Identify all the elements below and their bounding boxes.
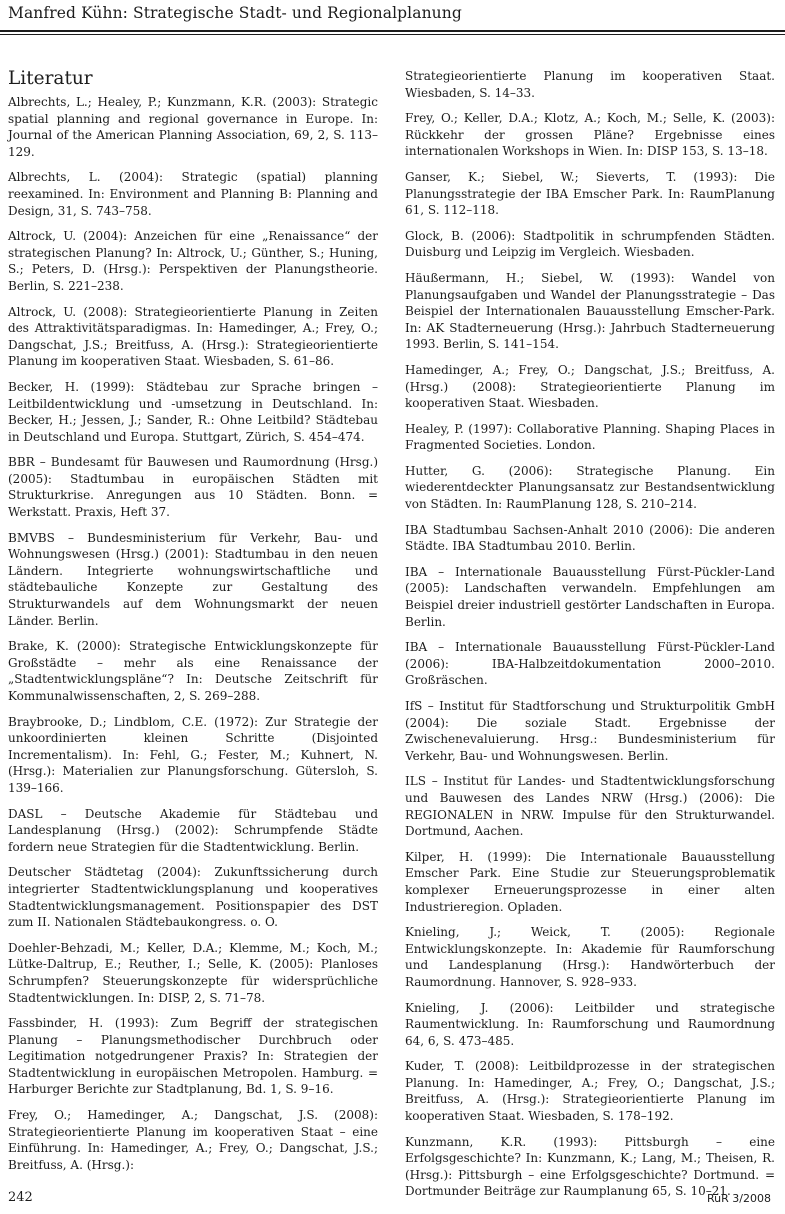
reference-entry: Knieling, J.; Weick, T. (2005): Regionale Entwicklungskonzepte. In: Akademie für Raumforschung und Landesplanung (Hrsg.): Handwörterbuch der Raumordnung. Hannover, S. 928–933. [405, 925, 775, 989]
reference-entry: Glock, B. (2006): Stadtpolitik in schrumpfenden Städten. Duisburg und Leipzig im Vergleich. Wiesbaden. [405, 228, 775, 260]
reference-entry: Brake, K. (2000): Strategische Entwicklungskonzepte für Großstädte – mehr als eine Renaissance der „Stadtentwicklungspläne“? In: Deutsche Zeitschrift für Kommunalwissenschaften, 2, S. 269–288. [8, 639, 378, 703]
reference-entry: Altrock, U. (2004): Anzeichen für eine „Renaissance“ der strategischen Planung? In: Altrock, U.; Günther, S.; Huning, S.; Peters, D. (Hrsg.): Perspektiven der Planungstheorie. Berlin, S. 221–238. [8, 229, 378, 293]
reference-entry: IBA – Internationale Bauausstellung Fürst-Pückler-Land (2005): Landschaften verwandeln. Empfehlungen am Beispiel dreier industriell gestörter Landschaften in Europa. Berlin. [405, 564, 775, 629]
reference-entry: Deutscher Städtetag (2004): Zukunftssicherung durch integrierter Stadtentwicklungsplanung und kooperatives Stadtentwicklungsmanagement. Positionspapier des DST zum II. Nationalen Städtebaukongress. o. O. [8, 865, 378, 930]
reference-entry: Braybrooke, D.; Lindblom, C.E. (1972): Zur Strategie der unkoordinierten kleinen Schritte (Disjointed Incrementalism). In: Fehl, G.; Fester, M.; Kuhnert, N. (Hrsg.): Materialien zur Planungsforschung. Gütersloh, S. 139–166. [8, 714, 378, 795]
section-title: Literatur [8, 68, 93, 89]
page-number: 242 [8, 1190, 33, 1205]
reference-entry: Knieling, J. (2006): Leitbilder und strategische Raumentwicklung. In: Raumforschung und Raumordnung 64, 6, S. 473–485. [405, 1000, 775, 1048]
reference-entry: Kunzmann, K.R. (1993): Pittsburgh – eine Erfolgsgeschichte? In: Kunzmann, K.; Lang, M.; Theisen, R. (Hrsg.): Pittsburgh – eine Erfolgsgeschichte? Dortmund. = Dortmunder Beiträge zur Raumplanung 65, S. 10–21. [405, 1134, 775, 1199]
reference-entry: Albrechts, L.; Healey, P.; Kunzmann, K.R. (2003): Strategic spatial planning and regional governance in Europe. In: Journal of the American Planning Association, 69, 2, S. 113–129. [8, 95, 378, 159]
reference-entry: Altrock, U. (2008): Strategieorientierte Planung in Zeiten des Attraktivitätsparadigmas. In: Hamedinger, A.; Frey, O.; Dangschat, J.S.; Breitfuss, A. (Hrsg.): Strategieorientierte Planung im kooperativen Staat. Wiesbaden, S. 61–86. [8, 304, 378, 369]
reference-entry: Becker, H. (1999): Städtebau zur Sprache bringen – Leitbildentwicklung und -umsetzung in Deutschland. In: Becker, H.; Jessen, J.; Sander, R.: Ohne Leitbild? Städtebau in Deutschland und Europa. Stuttgart, Zürich, S. 454–474. [8, 379, 378, 444]
reference-entry: Frey, O.; Hamedinger, A.; Dangschat, J.S. (2008): Strategieorientierte Planung im kooperativen Staat – eine Einführung. In: Hamedinger, A.; Frey, O.; Dangschat, J.S.; Breitfuss, A. (Hrsg.): [8, 1108, 378, 1172]
reference-entry: IfS – Institut für Stadtforschung und Strukturpolitik GmbH (2004): Die soziale Stadt. Ergebnisse der Zwischenevaluierung. Hrsg.: Bundesministerium für Verkehr, Bau- und Wohnungswesen. Berlin. [405, 699, 775, 763]
journal-issue: RuR 3/2008 [707, 1192, 771, 1205]
reference-entry: DASL – Deutsche Akademie für Städtebau und Landesplanung (Hrsg.) (2002): Schrumpfende Städte fordern neue Strategien für die Stadtentwicklung. Berlin. [8, 806, 378, 854]
reference-entry: Hamedinger, A.; Frey, O.; Dangschat, J.S.; Breitfuss, A. (Hrsg.) (2008): Strategieorientierte Planung im kooperativen Staat. Wiesbaden. [405, 362, 775, 411]
reference-entry: Kuder, T. (2008): Leitbildprozesse in der strategischen Planung. In: Hamedinger, A.; Frey, O.; Dangschat, J.S.; Breitfuss, A. (Hrsg.): Strategieorientierte Planung im kooperativen Staat. Wiesbaden, S. 178–192. [405, 1059, 775, 1124]
reference-entry: BMVBS – Bundesministerium für Verkehr, Bau- und Wohnungswesen (Hrsg.) (2001): Stadtumbau in den neuen Ländern. Integrierte wohnungswirtschaftliche und städtebauliche Konzepte zur Gestaltung des Strukturwandels auf dem Wohnungsmarkt der neuen Länder. Berlin. [8, 530, 378, 628]
header-rule-thin [0, 34, 785, 35]
reference-entry: Doehler-Behzadi, M.; Keller, D.A.; Klemme, M.; Koch, M.; Lütke-Daltrup, E.; Reuther, I.; Selle, K. (2005): Planloses Schrumpfen? Steuerungskonzepte für widersprüchliche Stadtentwicklungen. In: DISP, 2, S. 71–78. [8, 940, 378, 1005]
reference-entry: Fassbinder, H. (1993): Zum Begriff der strategischen Planung – Planungsmethodischer Durchbruch oder Legitimation notgedrungener Praxis? In: Strategien der Stadtentwicklung in europäischen Metropolen. Hamburg. = Harburger Berichte zur Stadtplanung, Bd. 1, S. 9–16. [8, 1016, 378, 1097]
reference-entry: Kilper, H. (1999): Die Internationale Bauausstellung Emscher Park. Eine Studie zur Steuerungsproblematik komplexer Erneuerungsprozesse in einer alten Industrieregion. Opladen. [405, 849, 775, 914]
right-column [405, 68, 775, 1209]
reference-entry: Albrechts, L. (2004): Strategic (spatial) planning reexamined. In: Environment and Planning B: Planning and Design, 31, S. 743–758. [8, 170, 378, 218]
reference-entry: Häußermann, H.; Siebel, W. (1993): Wandel von Planungsaufgaben und Wandel der Planungsstrategie – Das Beispiel der Internationalen Bauausstellung Emscher-Park. In: AK Stadterneuerung (Hrsg.): Jahrbuch Stadterneuerung 1993. Berlin, S. 141–154. [405, 270, 775, 352]
reference-entry: ILS – Institut für Landes- und Stadtentwicklungsforschung und Bauwesen des Landes NRW (Hrsg.) (2006): Die REGIONALEN in NRW. Impulse für den Strukturwandel. Dortmund, Aachen. [405, 774, 775, 839]
reference-entry: IBA – Internationale Bauausstellung Fürst-Pückler-Land (2006): IBA-Halbzeitdokumentation 2000–2010. Großräschen. [405, 640, 775, 688]
reference-entry: Hutter, G. (2006): Strategische Planung. Ein wiederentdeckter Planungsansatz zur Bestandsentwicklung von Städten. In: RaumPlanung 128, S. 210–214. [405, 463, 775, 512]
reference-entry: IBA Stadtumbau Sachsen-Anhalt 2010 (2006): Die anderen Städte. IBA Stadtumbau 2010. Berlin. [405, 522, 775, 554]
reference-entry: BBR – Bundesamt für Bauwesen und Raumordnung (Hrsg.) (2005): Stadtumbau in europäischen Städten mit Strukturkrise. Anregungen aus 10 Städten. Bonn. = Werkstatt. Praxis, Heft 37. [8, 455, 378, 520]
reference-entry-continued: Strategieorientierte Planung im kooperativen Staat. Wiesbaden, S. 14–33. [405, 69, 775, 100]
header-rule-thick [0, 30, 785, 32]
running-title: Manfred Kühn: Strategische Stadt- und Regionalplanung [8, 4, 462, 22]
reference-entry: Ganser, K.; Siebel, W.; Sieverts, T. (1993): Die Planungsstrategie der IBA Emscher Park. In: RaumPlanung 61, S. 112–118. [405, 169, 775, 218]
left-column [8, 68, 378, 1182]
reference-entry: Healey, P. (1997): Collaborative Planning. Shaping Places in Fragmented Societies. London. [405, 421, 775, 453]
reference-entry: Frey, O.; Keller, D.A.; Klotz, A.; Koch, M.; Selle, K. (2003): Rückkehr der grossen Pläne? Ergebnisse eines internationalen Workshops in Wien. In: DISP 153, S. 13–18. [405, 111, 775, 159]
